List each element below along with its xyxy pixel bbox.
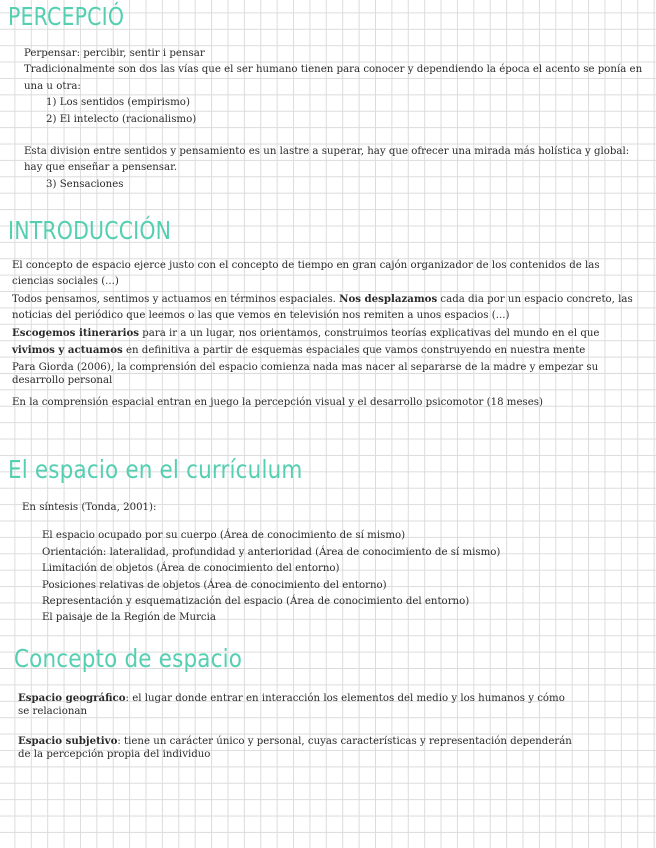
introduccion-p4: Para Giorda (2006), la comprensión del espacio comienza nada mas nacer al separarse de la madre y empezar su desarrollo personal bbox=[12, 362, 599, 386]
heading-introduccion: INTRODUCCIÓN bbox=[8, 216, 172, 245]
list-item: Representación y esquematización del espacio (Área de conocimiento del entorno) bbox=[42, 596, 470, 608]
percepcio-text2: Esta division entre sentidos y pensamiento es un lastre a superar, hay que ofrecer una mirada más holística y global: hay que enseñar a pensensar. bbox=[24, 146, 630, 174]
introduccion-body bbox=[12, 258, 644, 412]
percepcio-list bbox=[24, 95, 644, 128]
list-item: El paisaje de la Región de Murcia bbox=[42, 612, 216, 624]
introduccion-p2 bbox=[12, 291, 644, 325]
introduccion-p3 bbox=[12, 325, 644, 360]
spacer bbox=[24, 128, 644, 144]
list-item: Posiciones relativas de objetos (Área de conocimiento del entorno) bbox=[42, 579, 387, 591]
bold-term: Escogemos itinerarios bbox=[12, 326, 140, 339]
introduccion-p1: El concepto de espacio ejerce justo con el concepto de tiempo en gran cajón organizador de los contenidos de las ciencias sociales (...) bbox=[12, 260, 600, 288]
heading-percepcio: PERCEPCIÓ bbox=[8, 2, 125, 31]
text-run: para ir a un lugar, nos orientamos, construimos teorías explicativas del mundo en el que bbox=[139, 327, 600, 339]
list-item: Limitación de objetos (Área de conocimiento del entorno) bbox=[42, 563, 340, 575]
percepcio-intro: Perpensar: percibir, sentir i pensar bbox=[24, 48, 205, 59]
bold-term: vivimos y actuamos bbox=[12, 344, 123, 357]
percepcio-item3: 3) Sensaciones bbox=[46, 178, 124, 190]
percepcio-body bbox=[24, 46, 644, 193]
concepto-subjetivo bbox=[18, 735, 578, 761]
heading-curriculum: El espacio en el currículum bbox=[8, 455, 303, 484]
curriculum-body bbox=[22, 500, 642, 627]
text-run: cada dia por un espacio concreto, las noticias del periódico que leemos o las que vemos en televisión nos remiten a unos espacios (...) bbox=[12, 293, 633, 322]
curriculum-list bbox=[22, 528, 642, 626]
bold-term: Espacio subjetivo bbox=[18, 735, 118, 747]
list-item: El espacio ocupado por su cuerpo (Área de conocimiento de sí mismo) bbox=[42, 530, 406, 542]
heading-concepto: Concepto de espacio bbox=[14, 644, 243, 673]
percepcio-text: Tradicionalmente son dos las vías que el ser humano tienen para conocer y dependiendo la época el acento se ponía en una u otra: bbox=[24, 64, 643, 92]
bold-term: Espacio geográfico bbox=[18, 692, 126, 704]
text-run: : tiene un carácter único y personal, cuyas características y representación dependerán de la percepción propia del individuo bbox=[18, 736, 572, 760]
text-run: Todos pensamos, sentimos y actuamos en términos espaciales. bbox=[12, 293, 340, 305]
concepto-geografico bbox=[18, 692, 578, 718]
text-run: : el lugar donde entrar en interacción los elementos del medio y los humanos y cómo se relacionan bbox=[18, 693, 565, 717]
list-item: 1) Los sentidos (empirismo) bbox=[46, 97, 190, 109]
text-run: en definitiva a partir de esquemas espaciales que vamos construyendo en nuestra mente bbox=[122, 345, 586, 357]
curriculum-intro: En síntesis (Tonda, 2001): bbox=[22, 502, 157, 513]
list-item: 2) El intelecto (racionalismo) bbox=[46, 113, 197, 125]
introduccion-p5: En la comprensión espacial entran en juego la percepción visual y el desarrollo psicomotor (18 meses) bbox=[12, 397, 543, 409]
bold-term: Nos desplazamos bbox=[339, 292, 438, 305]
list-item: Orientación: lateralidad, profundidad y anterioridad (Área de conocimiento de sí mismo) bbox=[42, 546, 501, 558]
concepto-body bbox=[18, 692, 578, 761]
